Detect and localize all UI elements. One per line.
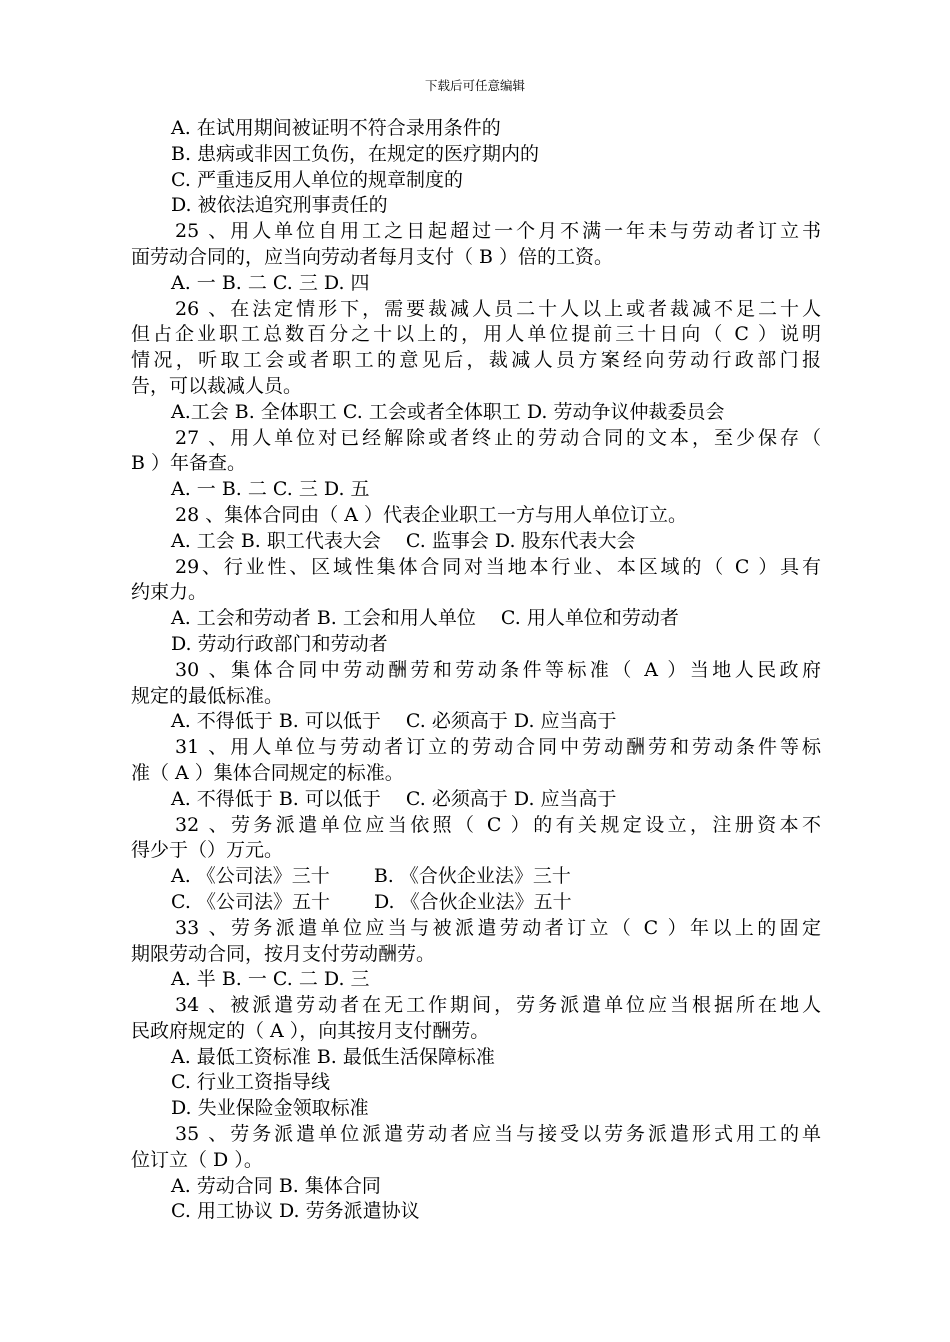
question-line: 情况，听取工会或者职工的意见后，裁减人员方案经向劳动行政部门报 xyxy=(131,349,821,372)
question-line: 准（ A ）集体合同规定的标准。 xyxy=(131,761,404,784)
question-line: 得少于（）万元。 xyxy=(131,839,284,862)
question-line: 31 、用人单位与劳动者订立的劳动合同中劳动酬劳和劳动条件等标 xyxy=(175,736,821,759)
option-line: A. 工会和劳动者 B. 工会和用人单位 C. 用人单位和劳动者 xyxy=(171,607,679,630)
option-line: A. 一 B. 二 C. 三 D. 四 xyxy=(171,271,370,294)
option-line: A. 工会 B. 职工代表大会 C. 监事会 D. 股东代表大会 xyxy=(171,529,636,552)
option-line: D. 劳动行政部门和劳动者 xyxy=(171,632,388,655)
option-line: A. 最低工资标准 B. 最低生活保障标准 xyxy=(171,1045,495,1068)
question-line: 33 、劳务派遣单位应当与被派遣劳动者订立（ C ）年以上的固定 xyxy=(175,916,821,939)
question-line: 35 、劳务派遣单位派遣劳动者应当与接受以劳务派遣形式用工的单 xyxy=(175,1123,821,1146)
question-line: 但占企业职工总数百分之十以上的，用人单位提前三十日向（ C ）说明 xyxy=(131,323,821,346)
question-line: 27 、用人单位对已经解除或者终止的劳动合同的文本，至少保存（ xyxy=(175,426,821,449)
option-line: A. 《公司法》三十 B. 《合伙企业法》三十 xyxy=(171,865,571,888)
question-line: 25 、用人单位自用工之日起超过一个月不满一年未与劳动者订立书 xyxy=(175,220,821,243)
option-line: A. 不得低于 B. 可以低于 C. 必须高于 D. 应当高于 xyxy=(171,710,617,733)
option-line: A. 劳动合同 B. 集体合同 xyxy=(171,1174,381,1197)
option-line: A. 在试用期间被证明不符合录用条件的 xyxy=(171,117,501,139)
question-line: 期限劳动合同，按月支付劳动酬劳。 xyxy=(131,942,436,965)
option-line: C. 严重违反用人单位的规章制度的 xyxy=(171,168,463,191)
question-line: 28 、集体合同由（ A ）代表企业职工一方与用人单位订立。 xyxy=(175,503,688,526)
option-line: C. 用工协议 D. 劳务派遣协议 xyxy=(171,1200,420,1223)
option-line: C. 《公司法》五十 D. 《合伙企业法》五十 xyxy=(171,890,572,913)
question-line: 29、行业性、区域性集体合同对当地本行业、本区域的（ C ）具有 xyxy=(175,555,821,578)
option-line: B. 患病或非因工负伤，在规定的医疗期内的 xyxy=(171,142,540,165)
option-line: A. 半 B. 一 C. 二 D. 三 xyxy=(171,968,370,991)
option-line: D. 失业保险金领取标准 xyxy=(171,1097,369,1120)
question-line: 民政府规定的（ A ），向其按月支付酬劳。 xyxy=(131,1019,490,1042)
option-line: A. 不得低于 B. 可以低于 C. 必须高于 D. 应当高于 xyxy=(171,787,617,810)
question-line: B ）年备查。 xyxy=(131,452,247,475)
document-body xyxy=(131,116,821,1225)
question-line: 告，可以裁减人员。 xyxy=(131,374,303,397)
option-line: D. 被依法追究刑事责任的 xyxy=(171,194,388,217)
question-line: 34 、被派遣劳动者在无工作期间，劳务派遣单位应当根据所在地人 xyxy=(175,994,821,1017)
question-line: 32 、劳务派遣单位应当依照（ C ）的有关规定设立，注册资本不 xyxy=(175,813,821,836)
option-line: A.工会 B. 全体职工 C. 工会或者全体职工 D. 劳动争议仲裁委员会 xyxy=(171,400,725,423)
question-line: 26 、在法定情形下，需要裁减人员二十人以上或者裁减不足二十人 xyxy=(175,297,821,320)
question-line: 30 、集体合同中劳动酬劳和劳动条件等标准（ A ）当地人民政府 xyxy=(175,658,821,681)
option-line: A. 一 B. 二 C. 三 D. 五 xyxy=(171,478,370,501)
question-line: 面劳动合同的，应当向劳动者每月支付（ B ）倍的工资。 xyxy=(131,245,614,268)
option-line: C. 行业工资指导线 xyxy=(171,1071,330,1094)
page-header: 下载后可任意编辑 xyxy=(424,78,525,93)
question-line: 位订立（ D ）。 xyxy=(131,1148,263,1171)
question-line: 约束力。 xyxy=(131,581,208,604)
question-line: 规定的最低标准。 xyxy=(131,684,284,707)
